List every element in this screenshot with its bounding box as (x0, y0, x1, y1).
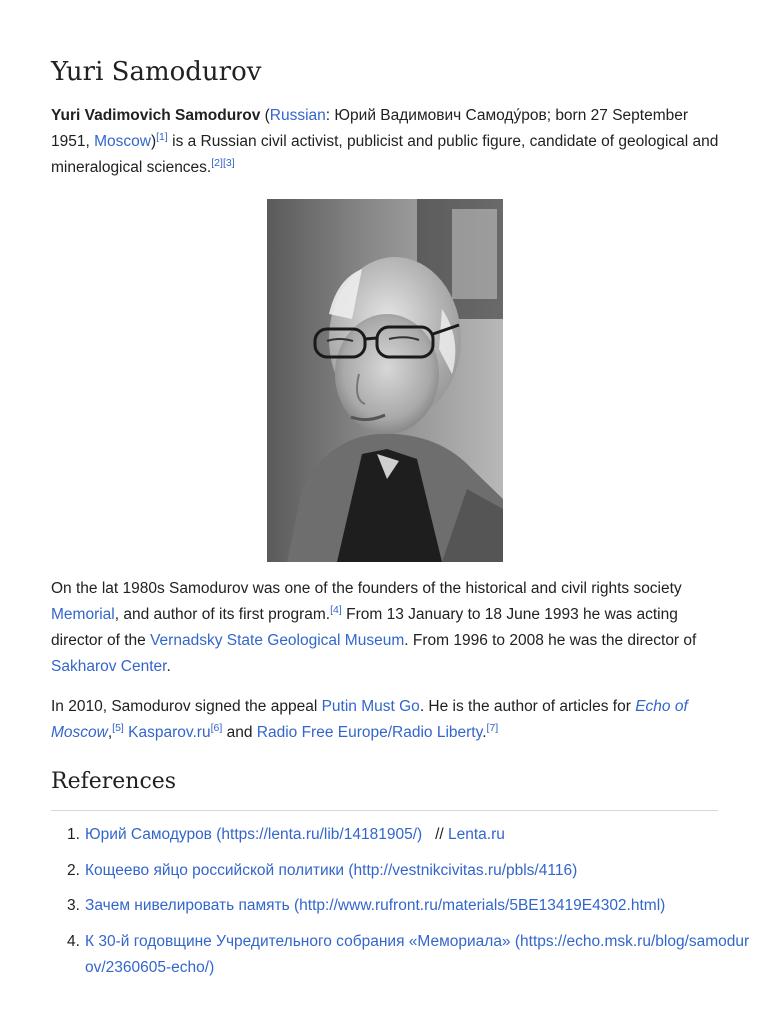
page-title: Yuri Samodurov (51, 57, 262, 87)
ref-5-link[interactable]: [5] (112, 722, 124, 734)
echo-of-moscow-text: Echo of Moscow (51, 698, 688, 741)
subject-name: Yuri Vadimovich Samodurov (51, 107, 261, 124)
lenta-source-link[interactable]: Lenta.ru (448, 826, 505, 843)
reference-separator: // (422, 826, 449, 843)
intro-paragraph (51, 103, 721, 181)
text-span: . He is the author of articles for (419, 698, 636, 715)
ref-7-link[interactable]: [7] (486, 722, 499, 734)
text-span: . (166, 658, 171, 675)
founders-paragraph (51, 576, 721, 680)
text-span: and (222, 724, 257, 741)
memorial-link[interactable]: Memorial (51, 606, 115, 623)
reference-item-2 (67, 858, 752, 884)
heading-divider (51, 810, 718, 811)
moscow-link[interactable]: Moscow (94, 133, 151, 150)
references-heading: References (51, 769, 177, 794)
reference-number: 3. (67, 897, 80, 914)
text-span: , (107, 724, 113, 741)
references-list (51, 822, 752, 990)
text-span: is a Russian civil activist, publicist and public figure, candidate of geological and mineralogical sciences. (51, 133, 719, 176)
reference-item-4 (67, 929, 752, 981)
sakharov-center-link[interactable]: Sakharov Center (51, 658, 167, 675)
museum-link[interactable]: Vernadsky State Geological Museum (150, 632, 405, 649)
reference-link-2[interactable]: Кощеево яйцо российской политики (http://vestnikcivitas.ru/pbls/4116) (85, 861, 578, 879)
text-span: . (482, 724, 487, 741)
text-span: : Юрий Вадимович Самоду́ров; born 27 September 1951, (51, 107, 689, 150)
text-span: From 13 January to 18 June 1993 he was acting director of the (51, 606, 678, 649)
reference-item-3 (67, 893, 752, 919)
russian-language-link[interactable]: Russian (269, 107, 326, 124)
text-span: ( (260, 107, 270, 124)
portrait-photo[interactable] (267, 199, 503, 562)
ref-2-link[interactable]: [2] (211, 157, 223, 169)
reference-number: 2. (67, 861, 80, 879)
text-span: . From 1996 to 2008 he was the director of (404, 632, 697, 649)
ref-1-link[interactable]: [1] (156, 131, 168, 143)
text-span: In 2010, Samodurov signed the appeal (51, 698, 322, 715)
reference-link-1[interactable]: Юрий Самодуров (https://lenta.ru/lib/14181905/) (85, 826, 423, 843)
reference-item-1 (67, 822, 752, 848)
rfe-rl-link[interactable]: Radio Free Europe/Radio Liberty (256, 724, 483, 741)
reference-link-3[interactable]: Зачем нивелировать память (http://www.rufront.ru/materials/5BE13419E4302.html) (85, 897, 666, 914)
text-span: On the lat 1980s Samodurov was one of the founders of the historical and civil rights society (51, 580, 682, 597)
portrait-illustration (267, 199, 503, 562)
reference-number: 4. (67, 932, 80, 950)
activism-paragraph (51, 694, 721, 746)
putin-must-go-link[interactable]: Putin Must Go (321, 698, 420, 715)
reference-number: 1. (67, 826, 80, 843)
text-span: ) (150, 133, 157, 150)
reference-link-4[interactable]: К 30-й годовщине Учредительного собрания «Мемориала» (https://echo.msk.ru/blog/samodurov/2360605-echo/) (85, 932, 750, 976)
ref-3-link[interactable]: [3] (222, 157, 235, 169)
kasparov-link[interactable]: Kasparov.ru (128, 724, 211, 741)
ref-6-link[interactable]: [6] (210, 722, 223, 734)
text-span: , and author of its first program. (114, 606, 331, 623)
ref-4-link[interactable]: [4] (330, 604, 342, 616)
